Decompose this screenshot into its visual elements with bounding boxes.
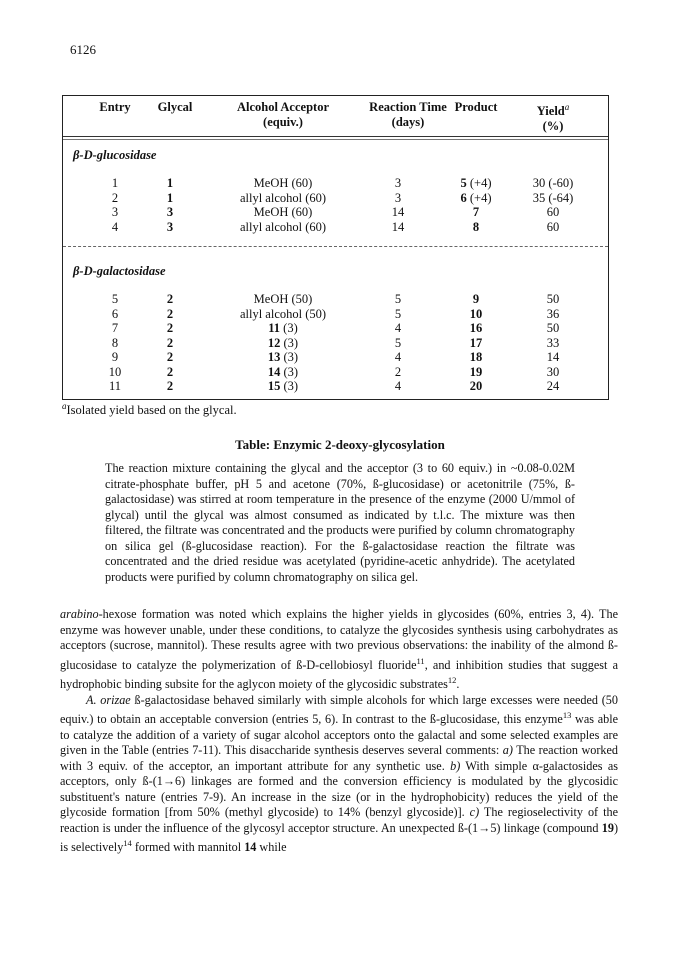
header-yield-sup: a — [564, 102, 570, 112]
product-compound: 8 — [472, 219, 480, 234]
cell-product — [441, 191, 511, 205]
cell-glycal: 3 — [166, 205, 174, 219]
cell-time: 3 — [394, 190, 402, 205]
product-compound: 20 — [469, 379, 483, 393]
para1-italic: arabino — [60, 607, 99, 621]
footnote-sup: a — [62, 401, 67, 411]
cell-entry: 10 — [108, 364, 122, 379]
cell-glycal: 2 — [166, 364, 174, 379]
header-rule — [63, 136, 608, 137]
acceptor-equiv: (3) — [280, 379, 299, 393]
table-row — [63, 176, 608, 190]
table-row — [63, 292, 608, 306]
table-row — [63, 365, 608, 379]
compound-14: 14 — [244, 840, 257, 855]
cell-yield: 36 — [546, 306, 560, 321]
cell-yield: 50 — [546, 292, 560, 306]
compound-19: 19 — [601, 820, 614, 835]
section-title-glucosidase: β-D-glucosidase — [73, 148, 157, 162]
cell-glycal: 1 — [166, 190, 174, 205]
acceptor-equiv: (3) — [280, 335, 299, 350]
label-c: c) — [469, 805, 480, 820]
product-compound: 7 — [472, 205, 480, 219]
header-yield-line2: (%) — [542, 119, 564, 134]
cell-acceptor — [203, 350, 363, 364]
header-glycal: Glycal — [157, 100, 193, 114]
acceptor-equiv: (3) — [280, 350, 299, 364]
page-number: 6126 — [70, 42, 96, 57]
cell-entry: 2 — [111, 190, 119, 205]
cell-glycal: 2 — [166, 292, 174, 306]
cell-product — [441, 292, 511, 306]
table-row — [63, 321, 608, 335]
cell-product — [441, 307, 511, 321]
product-compound: 16 — [469, 321, 483, 335]
product-extra: (+4) — [466, 176, 492, 190]
header-yield — [518, 100, 588, 134]
cell-acceptor: allyl alcohol (60) — [239, 219, 327, 234]
cell-yield: 60 — [546, 219, 560, 234]
cell-acceptor: allyl alcohol (50) — [239, 306, 327, 321]
cell-yield: 33 — [546, 335, 560, 350]
cell-time: 2 — [394, 364, 402, 379]
cell-time: 3 — [394, 176, 402, 190]
footnote-text: Isolated yield based on the glycal. — [66, 403, 237, 418]
table-row — [63, 191, 608, 205]
cell-product — [441, 321, 511, 335]
para2-italic: A. orizae — [86, 692, 131, 707]
cell-entry: 9 — [111, 350, 119, 364]
product-compound: 17 — [469, 335, 483, 350]
cell-acceptor: MeOH (60) — [253, 176, 313, 190]
cell-time: 4 — [394, 350, 402, 364]
section-title-galactosidase: β-D-galactosidase — [73, 264, 166, 278]
ref-14: 14 — [123, 838, 132, 849]
cell-entry: 7 — [111, 321, 119, 335]
cell-glycal: 2 — [166, 350, 174, 364]
cell-entry: 1 — [111, 176, 119, 190]
cell-glycal: 3 — [166, 219, 174, 234]
cell-yield: 35 (-64) — [532, 190, 574, 205]
acceptor-equiv: (3) — [280, 364, 299, 379]
product-compound: 6 — [460, 190, 467, 205]
cell-glycal: 2 — [166, 379, 174, 393]
method-paragraph: The reaction mixture containing the glycal and the acceptor (3 to 60 equiv.) in ~0.08-0.02M citrate-phosphate buffer, pH 5 and acetone (70%, ß-glucosidase) or acetonitrile (75%, ß-galactosidase) was stirred at room temperature in the presence of the enzyme (2000 U/mmol of glycal) until the glycal was almost consumed as indicated by t.l.c. The mixture was then filtered, the filtrate was concentrated and the products were purified by column chromatography on silica gel (ß-glucosidase reaction). For the ß-galactosidase reaction the filtrate was concentrated and the dried residue was acetylated (pyridine-acetic anhydride). The acetylated products were purified by column chromatography on silica gel. — [105, 461, 575, 584]
header-entry: Entry — [99, 100, 131, 114]
cell-product — [441, 176, 511, 190]
cell-yield: 30 — [546, 364, 560, 379]
cell-glycal: 1 — [166, 176, 174, 190]
cell-yield: 60 — [546, 205, 560, 219]
para1-text-b: , and inhibition studies that suggest a hydrophobic binding subsite for the aglycon moiety of the glycosidic substrates — [60, 657, 618, 692]
table-caption: Table: Enzymic 2-deoxy-glycosylation — [235, 437, 445, 452]
table-row — [63, 350, 608, 364]
ref-13: 13 — [562, 710, 572, 721]
body-text — [60, 607, 618, 856]
para1-text-a: -hexose formation was noted which explains the higher yields in glycosides (60%, entries 3, 4). The enzyme was however unable, under these conditions, to catalyze the glycosides synthesis using carbohydrates as acceptors (sucrose, mannitol). These results agree with two previous observations: the inability of the almond ß-glucosidase to catalyze the polymerization of ß-D-cellobiosyl fluoride — [60, 607, 618, 672]
cell-glycal: 2 — [166, 306, 174, 321]
cell-product — [441, 365, 511, 379]
table-footnote — [62, 401, 237, 418]
product-compound: 10 — [469, 306, 483, 321]
cell-entry: 6 — [111, 306, 119, 321]
header-acceptor — [203, 100, 363, 130]
acceptor-compound: 12 — [267, 335, 281, 350]
header-yield-line1: Yield — [536, 104, 565, 119]
cell-entry: 5 — [111, 292, 119, 306]
paragraph-2 — [60, 693, 618, 856]
cell-acceptor — [203, 379, 363, 393]
para2-text-c: The reaction worked with 3 equiv. of the acceptor, an important attribute for any synthetic use. — [60, 743, 618, 773]
section-divider — [63, 246, 608, 247]
cell-time: 5 — [394, 335, 402, 350]
cell-product — [441, 350, 511, 364]
cell-acceptor: allyl alcohol (60) — [239, 190, 327, 205]
product-compound: 9 — [472, 292, 480, 306]
cell-entry: 4 — [111, 219, 119, 234]
cell-entry: 3 — [111, 205, 119, 219]
acceptor-compound: 11 — [268, 321, 281, 335]
acceptor-compound: 13 — [267, 350, 281, 364]
para2-text-a: ß-galactosidase behaved similarly with simple alcohols for which large excesses were needed (50 equiv.) to obtain an acceptable conversion (entries 5, 6). In contrast to the ß-glucosidase, this enzyme — [60, 692, 618, 727]
cell-time: 14 — [391, 219, 405, 234]
table-row — [63, 336, 608, 350]
cell-time: 4 — [394, 379, 402, 393]
ref-12: 12 — [447, 675, 457, 686]
cell-product — [441, 205, 511, 219]
table-row — [63, 307, 608, 321]
label-a: a) — [502, 743, 513, 758]
product-extra: (+4) — [466, 190, 492, 205]
cell-acceptor — [203, 336, 363, 350]
cell-product — [441, 220, 511, 234]
header-time-line2: (days) — [391, 115, 425, 129]
cell-product — [441, 379, 511, 393]
cell-yield: 30 (-60) — [532, 176, 574, 190]
cell-yield: 24 — [546, 379, 560, 393]
acceptor-compound: 15 — [267, 379, 281, 393]
para2-text-b: was able to catalyze the addition of a variety of sugar alcohol acceptors onto the galactal and some selected examples are given in the Table (entries 7-11). This disaccharide synthesis deserves several comments: — [60, 712, 618, 758]
cell-yield: 14 — [546, 350, 560, 364]
header-acceptor-line1: Alcohol Acceptor — [237, 100, 329, 114]
table-row — [63, 220, 608, 234]
cell-time: 5 — [394, 306, 402, 321]
para2-text-f: ) is selectively — [60, 820, 618, 855]
product-compound: 5 — [460, 176, 467, 190]
cell-glycal: 2 — [166, 335, 174, 350]
cell-entry: 8 — [111, 335, 119, 350]
results-table — [62, 95, 609, 400]
cell-product — [441, 336, 511, 350]
header-time-line1: Reaction Time — [369, 100, 447, 114]
para2-text-e: The regioselectivity of the reaction is under the influence of the glycosyl acceptor structure. An unexpected ß-(1→5) linkage (compound — [60, 805, 618, 835]
table-row — [63, 205, 608, 219]
header-acceptor-line2: (equiv.) — [263, 115, 303, 129]
acceptor-compound: 14 — [267, 364, 281, 379]
ref-11: 11 — [416, 655, 425, 666]
product-compound: 19 — [469, 364, 483, 379]
header-rule-thin — [63, 139, 608, 140]
cell-acceptor — [203, 365, 363, 379]
cell-time: 14 — [391, 205, 405, 219]
cell-acceptor: MeOH (60) — [253, 205, 313, 219]
para2-text-g: formed with mannitol — [131, 840, 245, 855]
acceptor-equiv: (3) — [280, 321, 298, 335]
para1-text-c: . — [456, 677, 460, 692]
cell-yield: 50 — [546, 321, 560, 335]
para2-text-d: With simple α-galactosides as acceptors, only ß-(1→6) linkages are formed and the conversion efficiency is modulated by the glycosidic substituent's nature (entries 7-9). An increase in the size (or in the hydrophobicity) reduces the yield of the glycoside formation [from 50% (methyl glycoside) to 14% (benzyl glycoside)]. — [60, 758, 618, 820]
table-row — [63, 379, 608, 393]
product-compound: 18 — [469, 350, 483, 364]
cell-time: 5 — [394, 292, 402, 306]
header-product: Product — [454, 100, 498, 114]
cell-time: 4 — [394, 321, 402, 335]
cell-glycal: 2 — [166, 321, 174, 335]
paragraph-1 — [60, 607, 618, 693]
cell-acceptor — [203, 321, 363, 335]
cell-acceptor: MeOH (50) — [253, 292, 313, 306]
para2-text-h: while — [256, 840, 287, 855]
label-b: b) — [450, 758, 461, 773]
cell-entry: 11 — [108, 379, 122, 393]
